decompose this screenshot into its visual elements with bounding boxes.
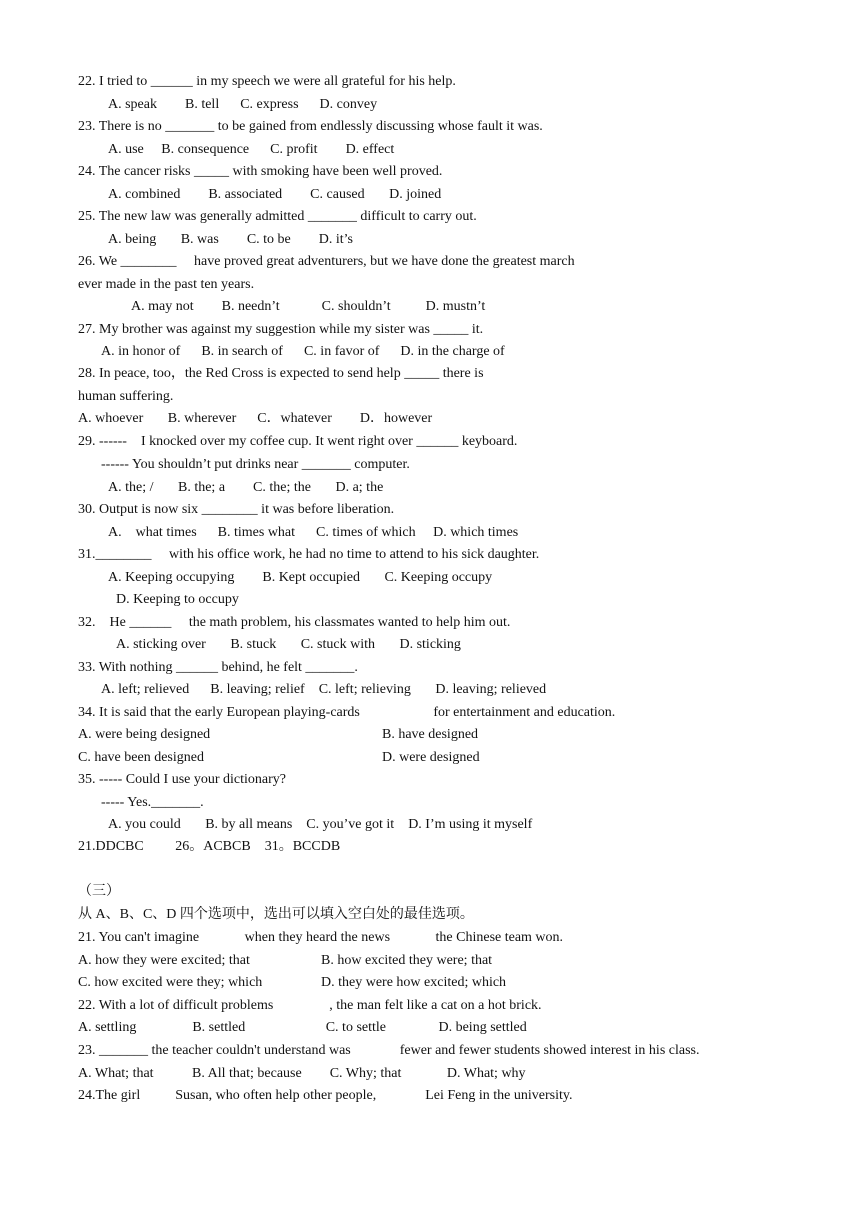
s3-question-23-stem: 23. _______ the teacher couldn't understand was fewer and fewer students showed interest in his class. (78, 1043, 700, 1058)
question-35-options: A. you could B. by all means C. you’ve got it D. I’m using it myself (108, 817, 533, 832)
question-34-option-a: A. were being designed (78, 727, 211, 742)
question-23-options: A. use B. consequence C. profit D. effect (108, 142, 395, 157)
question-28-stem: 28. In peace, too，the Red Cross is expected to send help _____ there is (78, 366, 484, 381)
section-instructions: 从 A、B、C、D 四个选项中，选出可以填入空白处的最佳选项。 (78, 907, 474, 922)
question-27-stem: 27. My brother was against my suggestion while my sister was _____ it. (78, 322, 484, 337)
question-30-options: A. what times B. times what C. times of which D. which times (108, 525, 519, 540)
question-22-options: A. speak B. tell C. express D. convey (108, 97, 378, 112)
section-heading: （三） (78, 884, 120, 899)
question-26-stem-cont: ever made in the past ten years. (78, 277, 255, 292)
s3-question-24-stem: 24.The girl Susan, who often help other people, Lei Feng in the university. (78, 1088, 573, 1103)
s3-question-22-options: A. settling B. settled C. to settle D. being settled (78, 1020, 527, 1035)
question-31-stem: 31.________ with his office work, he had no time to attend to his sick daughter. (78, 547, 540, 562)
question-34-stem: 34. It is said that the early European playing-cards for entertainment and education. (78, 705, 616, 720)
question-29-options: A. the; / B. the; a C. the; the D. a; the (108, 480, 384, 495)
question-35-reply: ----- Yes._______. (101, 795, 204, 810)
s3-question-21-option-c: C. how excited were they; which (78, 975, 263, 990)
question-22-stem: 22. I tried to ______ in my speech we were all grateful for his help. (78, 74, 456, 89)
question-32-options: A. sticking over B. stuck C. stuck with D. sticking (116, 637, 461, 652)
question-29-reply: ------ You shouldn’t put drinks near _______ computer. (101, 457, 410, 472)
question-26-options: A. may not B. needn’t C. shouldn’t D. mustn’t (131, 299, 486, 314)
question-31-options: A. Keeping occupying B. Kept occupied C. Keeping occupy (108, 570, 493, 585)
s3-question-21-option-b: B. how excited they were; that (321, 953, 493, 968)
question-24-stem: 24. The cancer risks _____ with smoking have been well proved. (78, 164, 443, 179)
answer-key: 21.DDCBC 26。ACBCB 31。BCCDB (78, 839, 341, 854)
s3-question-21-option-a: A. how they were excited; that (78, 953, 250, 968)
question-25-stem: 25. The new law was generally admitted _______ difficult to carry out. (78, 209, 477, 224)
s3-question-21-stem: 21. You can't imagine when they heard the news the Chinese team won. (78, 930, 564, 945)
question-34-option-c: C. have been designed (78, 750, 204, 765)
question-33-stem: 33. With nothing ______ behind, he felt _______. (78, 660, 358, 675)
question-33-options: A. left; relieved B. leaving; relief C. left; relieving D. leaving; relieved (101, 682, 547, 697)
question-31-option-d: D. Keeping to occupy (116, 592, 239, 607)
question-34-option-b: B. have designed (382, 727, 479, 742)
question-23-stem: 23. There is no _______ to be gained from endlessly discussing whose fault it was. (78, 119, 543, 134)
s3-question-23-options: A. What; that B. All that; because C. Why; that D. What; why (78, 1066, 526, 1081)
question-30-stem: 30. Output is now six ________ it was before liberation. (78, 502, 395, 517)
question-25-options: A. being B. was C. to be D. it’s (108, 232, 353, 247)
question-26-stem: 26. We ________ have proved great adventurers, but we have done the greatest march (78, 254, 575, 269)
question-28-stem-cont: human suffering. (78, 389, 174, 404)
s3-question-22-stem: 22. With a lot of difficult problems , the man felt like a cat on a hot brick. (78, 998, 542, 1013)
question-35-stem: 35. ----- Could I use your dictionary? (78, 772, 286, 787)
question-27-options: A. in honor of B. in search of C. in favor of D. in the charge of (101, 344, 505, 359)
question-32-stem: 32. He ______ the math problem, his classmates wanted to help him out. (78, 615, 511, 630)
question-28-options: A. whoever B. wherever C．whatever D．however (78, 411, 433, 426)
question-34-option-d: D. were designed (382, 750, 480, 765)
question-24-options: A. combined B. associated C. caused D. joined (108, 187, 442, 202)
question-29-stem: 29. ------ I knocked over my coffee cup. It went right over ______ keyboard. (78, 434, 518, 449)
s3-question-21-option-d: D. they were how excited; which (321, 975, 507, 990)
